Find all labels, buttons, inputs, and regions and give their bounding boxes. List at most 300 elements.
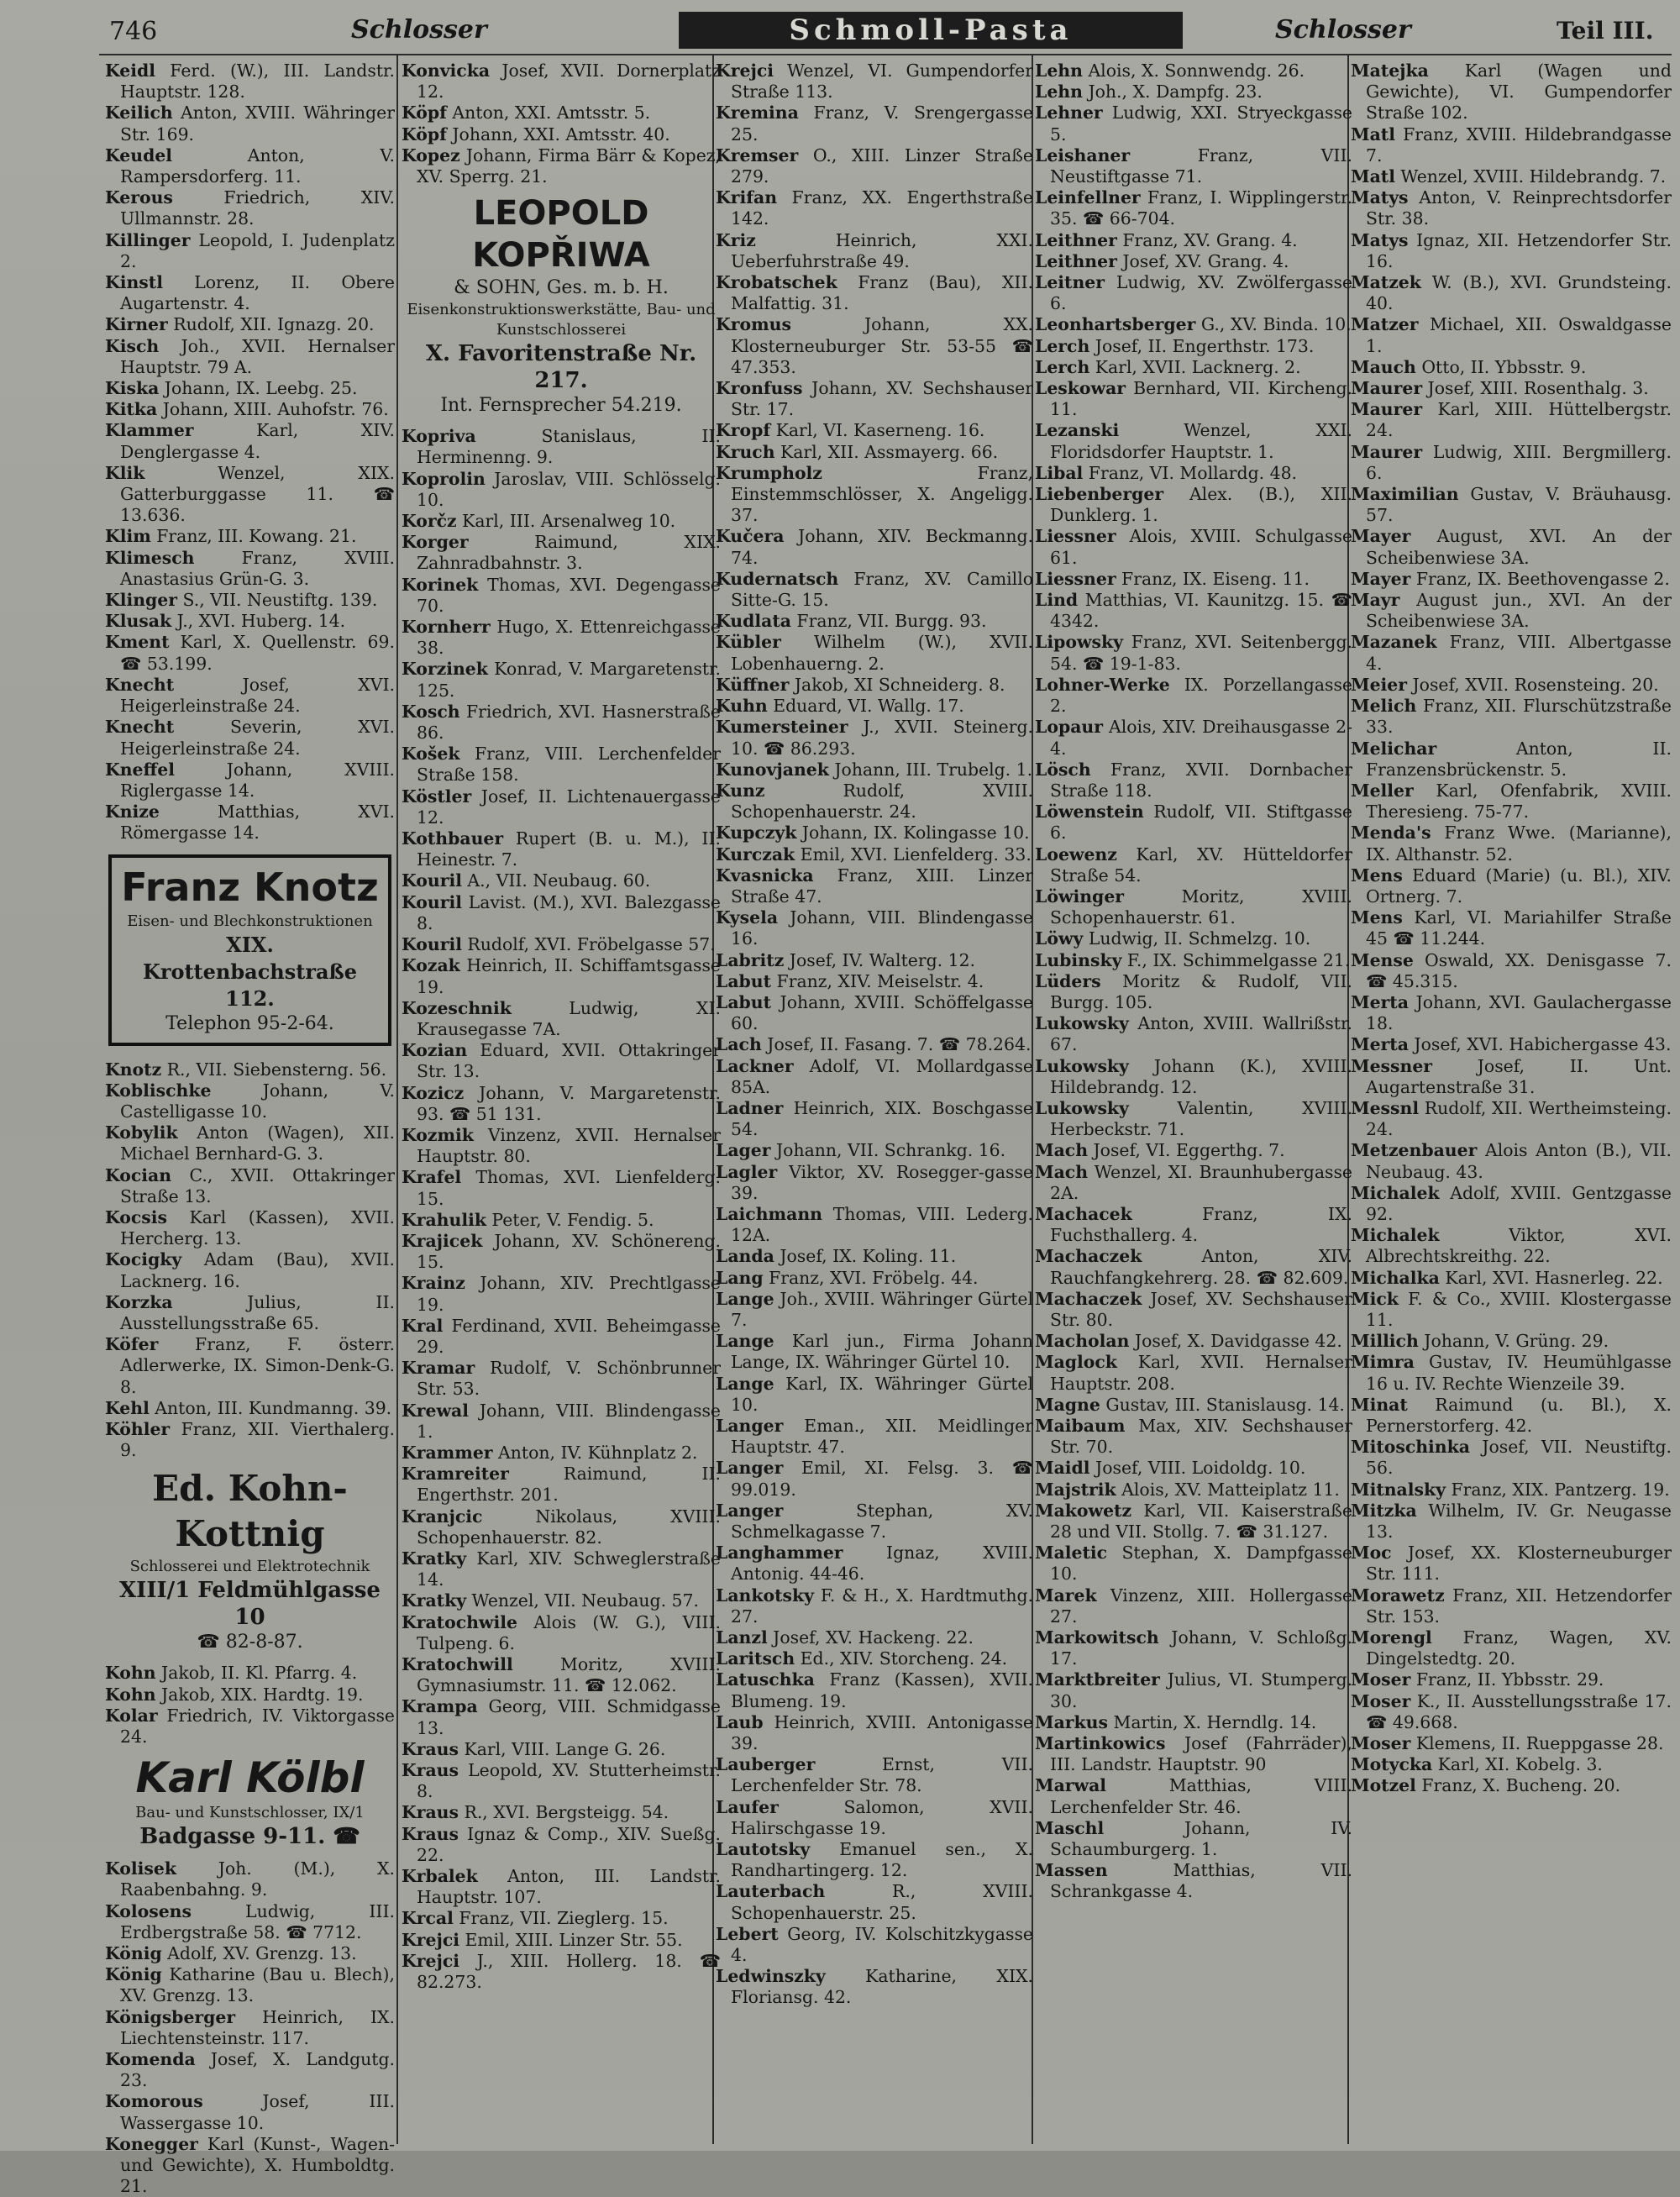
- entry-details: Gustav, V. Bräuhausg. 57.: [1366, 484, 1672, 526]
- entry-name: Kozian: [402, 1040, 468, 1061]
- directory-entry: [1351, 907, 1672, 949]
- directory-entry: [402, 1739, 721, 1760]
- entry-details: Heinrich, XIX. Boschgasse 54.: [731, 1097, 1033, 1140]
- entry-name: Kunovjanek: [716, 759, 829, 780]
- entry-name: Meier: [1351, 674, 1408, 695]
- entry-name: Leinfellner: [1035, 187, 1141, 208]
- entry-details: Thomas, XVI. Degengasse 70.: [417, 574, 721, 616]
- entry-name: Maurer: [1351, 399, 1423, 420]
- directory-entry: [716, 1585, 1033, 1627]
- entry-details: Thomas, XVI. Lienfelderg. 15.: [417, 1167, 721, 1209]
- entry-details: Johann, VIII. Blindengasse 1.: [417, 1400, 721, 1442]
- entry-name: Mazanek: [1351, 632, 1437, 653]
- entry-details: Michael, XII. Oswaldgasse 1.: [1366, 314, 1672, 356]
- entry-details: Joh., XVII. Hernalser Hauptstr. 79 A.: [120, 335, 395, 377]
- entry-details: Johann, XV. Sechshauser Str. 17.: [731, 378, 1033, 420]
- advertisement: [108, 854, 391, 1046]
- entry-name: Laichmann: [716, 1203, 822, 1224]
- entry-name: Kitka: [105, 399, 158, 420]
- entry-name: Lautotsky: [716, 1839, 811, 1860]
- directory-entry: [1035, 1585, 1352, 1627]
- entry-details: Leopold, XV. Stutterheimstr. 8.: [417, 1760, 721, 1802]
- entry-name: Marwal: [1035, 1775, 1107, 1796]
- directory-entry: [402, 702, 721, 744]
- entry-name: Kopez: [402, 145, 460, 166]
- entry-details: Franz, IX. Beethovengasse 2.: [1410, 568, 1670, 589]
- entry-details: Franz, XII. Hetzendorfer Str. 153.: [1366, 1585, 1672, 1627]
- directory-entry: [105, 802, 395, 844]
- directory-entry: [1035, 102, 1352, 145]
- entry-details: Viktor, XV. Rosegger-gasse 39.: [731, 1161, 1033, 1203]
- entry-name: Kohn: [105, 1663, 156, 1684]
- entry-details: Matthias, VII. Schrankgasse 4.: [1050, 1860, 1352, 1902]
- entry-details: Anton, XVIII. Wallrißstr. 67.: [1050, 1013, 1352, 1055]
- entry-details: Stephan, XV. Schmelkagasse 7.: [731, 1500, 1033, 1543]
- entry-name: Langer: [716, 1458, 784, 1479]
- directory-entry: [402, 955, 721, 997]
- entry-details: Karl, Ofenfabrik, XVIII. Theresieng. 75-77.: [1366, 780, 1672, 823]
- entry-name: Labritz: [716, 949, 785, 970]
- entry-name: Kisch: [105, 335, 160, 356]
- entry-details: Karl (Kassen), XVII. Hercherg. 13.: [120, 1206, 395, 1249]
- entry-details: Josef, II. Unt. Augartenstraße 31.: [1366, 1055, 1672, 1097]
- entry-name: Labut: [716, 970, 772, 991]
- entry-details: Moritz, XVIII. Gymnasiumstr. 11. ☎ 12.062.: [417, 1654, 721, 1696]
- entry-name: Kneffel: [105, 759, 175, 780]
- directory-entry: [402, 1824, 721, 1866]
- entry-name: Lüders: [1035, 970, 1101, 991]
- entry-details: Matthias, VIII. Lerchenfelder Str. 46.: [1050, 1775, 1352, 1817]
- directory-entry: [105, 272, 395, 314]
- entry-name: Krifan: [716, 187, 778, 208]
- directory-entry: [1035, 1395, 1352, 1416]
- entry-details: Josef, XVII. Dornerplatz 12.: [417, 60, 721, 102]
- entry-details: Franz, XV. Grang. 4.: [1116, 229, 1298, 250]
- advertisement-line: Schlosserei und Elektrotechnik: [129, 1558, 370, 1576]
- advertisement-line: Eisen- und Blechkonstruktionen: [127, 912, 373, 930]
- entry-name: Maletic: [1035, 1543, 1108, 1564]
- entry-details: Viktor, XVI. Albrechtskreithg. 22.: [1366, 1225, 1672, 1267]
- entry-details: Karl jun., Firma Johann Lange, IX. Währinger Gürtel 10.: [731, 1331, 1033, 1373]
- entry-details: Franz, VII. Burgg. 93.: [790, 611, 987, 632]
- entry-name: Liessner: [1035, 568, 1116, 589]
- entry-details: Raimund, XIX. Zahnradbahnstr. 3.: [417, 532, 721, 574]
- directory-entry: [105, 399, 395, 420]
- directory-entry: [105, 1249, 395, 1291]
- directory-entry: [1035, 1204, 1352, 1246]
- directory-entry: [1351, 314, 1672, 356]
- entry-name: Löwenstein: [1035, 802, 1144, 823]
- directory-entry: [1035, 251, 1352, 272]
- directory-entry: [1035, 1501, 1352, 1543]
- entry-name: Mitzka: [1351, 1500, 1417, 1521]
- directory-entry: [716, 1056, 1033, 1098]
- entry-name: Merta: [1351, 991, 1409, 1012]
- entry-name: Klik: [105, 462, 145, 483]
- entry-details: Karl, XIV. Denglergasse 4.: [120, 420, 395, 462]
- entry-details: Josef, XV. Sechshauser Str. 80.: [1050, 1288, 1352, 1330]
- directory-entry: [402, 1083, 721, 1125]
- entry-name: Krewal: [402, 1400, 469, 1421]
- entry-details: Ernst, VII. Lerchenfelder Str. 78.: [731, 1754, 1033, 1796]
- directory-entry: [1035, 569, 1352, 590]
- directory-entry: [1351, 1268, 1672, 1289]
- entry-details: Ludwig, II. Schmelzg. 10.: [1083, 928, 1311, 949]
- advertisement-line: X. Favoritenstraße Nr. 217.: [425, 341, 697, 394]
- entry-details: Katharine, XIX. Floriansg. 42.: [731, 1966, 1033, 2008]
- directory-entry: [1035, 802, 1352, 844]
- directory-entry: [402, 1802, 721, 1823]
- entry-name: Kozicz: [402, 1082, 465, 1103]
- entry-name: Langhammer: [716, 1543, 843, 1564]
- directory-entry: [716, 1839, 1033, 1881]
- directory-entry: [105, 102, 395, 145]
- directory-entry: [105, 1165, 395, 1207]
- entry-details: Josef, III. Wassergasse 10.: [120, 2091, 395, 2133]
- entry-name: Löwy: [1035, 928, 1084, 949]
- entry-details: Lavist. (M.), XVI. Balezgasse 8.: [417, 891, 721, 933]
- directory-entry: [1035, 420, 1352, 462]
- directory-entry: [716, 717, 1033, 759]
- directory-entry: [716, 1289, 1033, 1331]
- directory-entry: [402, 1358, 721, 1400]
- entry-name: Liessner: [1035, 526, 1116, 547]
- entry-name: Matzer: [1351, 314, 1419, 335]
- entry-details: Josef, X. Davidgasse 42.: [1129, 1331, 1342, 1352]
- entry-details: Leopold, I. Judenplatz 2.: [120, 229, 395, 271]
- directory-entry: [105, 1207, 395, 1249]
- directory-entry: [402, 145, 721, 187]
- entry-details: Johann (K.), XVIII. Hildebrandg. 12.: [1050, 1055, 1352, 1097]
- entry-name: Kruch: [716, 441, 775, 462]
- entry-name: Mayr: [1351, 590, 1400, 611]
- entry-name: Kocian: [105, 1164, 172, 1185]
- entry-name: Küffner: [716, 674, 790, 695]
- directory-entry: [1035, 1289, 1352, 1331]
- entry-name: Köpf: [402, 124, 447, 145]
- directory-entry: [105, 187, 395, 229]
- directory-entry: [1351, 1395, 1672, 1437]
- entry-name: Lankotsky: [716, 1585, 814, 1606]
- entry-name: Melich: [1351, 696, 1417, 717]
- entry-name: Michalek: [1351, 1225, 1440, 1246]
- directory-entry: [105, 2134, 395, 2197]
- entry-name: Kral: [402, 1315, 444, 1336]
- directory-entry: [105, 60, 395, 102]
- entry-details: Konrad, V. Margaretenstr. 125.: [417, 659, 721, 701]
- entry-details: Franz, XV. Camillo Sitte-G. 15.: [731, 568, 1033, 611]
- directory-entry: [716, 1268, 1033, 1289]
- advertisement-line: Karl Kölbl: [135, 1753, 365, 1803]
- directory-entry: [1351, 632, 1672, 674]
- directory-entry: [402, 870, 721, 891]
- directory-entry: [716, 1627, 1033, 1648]
- entry-name: Knecht: [105, 674, 175, 695]
- directory-entry: [402, 1167, 721, 1209]
- entry-details: Jakob, XI Schneiderg. 8.: [789, 674, 1005, 695]
- part-label: Teil III.: [1557, 17, 1654, 45]
- entry-details: K., II. Ausstellungsstraße 17. ☎ 49.668.: [1366, 1690, 1672, 1732]
- entry-name: Mayer: [1351, 568, 1411, 589]
- entry-name: Kopriva: [402, 426, 476, 447]
- entry-details: Karl (Kunst-, Wagen- und Gewichte), X. Humboldtg. 21.: [120, 2133, 395, 2197]
- directory-entry: [716, 442, 1033, 463]
- directory-entry: [402, 1316, 721, 1358]
- entry-details: Ludwig, XIII. Bergmillerg. 6.: [1366, 441, 1672, 483]
- directory-entry: [716, 145, 1033, 187]
- entry-name: Lang: [716, 1267, 764, 1288]
- directory-entry: [105, 1901, 395, 1943]
- directory-entry: [1351, 1669, 1672, 1690]
- directory-entry: [716, 675, 1033, 696]
- directory-entry: [1351, 738, 1672, 781]
- directory-entry: [402, 744, 721, 786]
- directory-entry: [1351, 272, 1672, 314]
- entry-details: Franz, XVI. Seitenbergg. 54. ☎ 19-1-83.: [1050, 632, 1352, 674]
- directory-entry: [716, 950, 1033, 971]
- entry-details: Ludwig, XV. Zwölfergasse 6.: [1050, 272, 1352, 314]
- entry-name: Lange: [716, 1288, 774, 1309]
- directory-entry: [402, 1040, 721, 1082]
- running-heading-left: Schlosser: [351, 15, 487, 45]
- entry-name: Kocigky: [105, 1249, 182, 1270]
- entry-name: Lackner: [716, 1055, 794, 1076]
- directory-entry: [1035, 886, 1352, 928]
- entry-name: Krejci: [716, 60, 774, 81]
- entry-name: Lösch: [1035, 759, 1091, 780]
- entry-name: Moc: [1351, 1543, 1392, 1564]
- directory-entry: [716, 1034, 1033, 1055]
- entry-details: Johann, XXI. Amtsstr. 40.: [446, 124, 670, 145]
- entry-details: Rudolf, XII. Ignazg. 20.: [167, 314, 375, 335]
- directory-entry: [1351, 166, 1672, 187]
- directory-entry: [105, 1122, 395, 1164]
- entry-name: Michalek: [1351, 1182, 1440, 1203]
- entry-details: C., XVII. Ottakringer Straße 13.: [120, 1164, 395, 1206]
- directory-entry: [716, 611, 1033, 632]
- entry-name: Lauterbach: [716, 1881, 826, 1902]
- directory-entry: [1351, 696, 1672, 738]
- entry-name: Komorous: [105, 2091, 203, 2112]
- entry-name: Markowitsch: [1035, 1627, 1159, 1648]
- directory-entry: [1351, 569, 1672, 590]
- directory-entry: [1035, 1162, 1352, 1204]
- entry-details: Josef, IX. Koling. 11.: [774, 1246, 957, 1267]
- entry-name: Langer: [716, 1416, 784, 1436]
- entry-name: Kosch: [402, 701, 460, 722]
- directory-entry: [1351, 124, 1672, 166]
- entry-details: Josef, XV. Hackeng. 22.: [767, 1627, 974, 1648]
- directory-entry: [105, 1706, 395, 1748]
- directory-entry: [105, 1964, 395, 2006]
- advertisement-line: Badgasse 9-11. ☎: [139, 1824, 360, 1850]
- directory-entry: [716, 1966, 1033, 2008]
- advertisement-line: Eisenkonstruktionswerkstätte, Bau- und Kunstschlosserei: [407, 301, 716, 339]
- entry-details: Franz, II. Ybbsstr. 29.: [1410, 1669, 1604, 1690]
- entry-details: Alois Anton (B.), VII. Neubaug. 43.: [1366, 1140, 1672, 1182]
- entry-details: Julius, VI. Stumperg. 30.: [1050, 1669, 1352, 1711]
- advertisement-line: Int. Fernsprecher 54.219.: [440, 395, 682, 417]
- entry-details: Franz, XVIII. Hildebrandgasse 7.: [1366, 124, 1672, 166]
- entry-name: Lerch: [1035, 335, 1090, 356]
- directory-entry: [105, 2091, 395, 2133]
- directory-entry: [105, 1663, 395, 1684]
- entry-details: Johann, III. Trubelg. 1.: [828, 759, 1033, 780]
- entry-details: Josef, XVII. Rosensteing. 20.: [1407, 674, 1659, 695]
- page-header: [99, 7, 1670, 57]
- entry-details: Ludwig, III. Erdbergstraße 58. ☎ 7712.: [120, 1900, 395, 1942]
- entry-details: Karl, VIII. Lange G. 26.: [458, 1738, 666, 1759]
- advertisement-line: & SOHN, Ges. m. b. H.: [454, 277, 669, 299]
- directory-entry: [105, 230, 395, 272]
- entry-details: Alois, XIV. Dreihausgasse 2-4.: [1050, 717, 1352, 759]
- directory-entry: [402, 1210, 721, 1231]
- entry-details: Nikolaus, XVIII. Schopenhauerstr. 82.: [417, 1506, 721, 1548]
- directory-entry: [105, 463, 395, 527]
- entry-name: Mick: [1351, 1288, 1399, 1309]
- entry-name: Killinger: [105, 229, 191, 250]
- entry-details: Johann, VII. Schrankg. 16.: [770, 1140, 1006, 1161]
- entry-details: Valentin, XVIII. Herbeckstr. 71.: [1050, 1097, 1352, 1140]
- directory-entry: [1035, 81, 1352, 102]
- entry-details: Franz, Wagen, XV. Dingelstedtg. 20.: [1366, 1627, 1672, 1669]
- entry-name: Laub: [716, 1711, 764, 1732]
- entry-details: Franz, X. Bucheng. 20.: [1415, 1775, 1621, 1796]
- entry-name: König: [105, 1964, 162, 1985]
- entry-name: Mimra: [1351, 1352, 1415, 1373]
- entry-name: Komenda: [105, 2049, 196, 2070]
- directory-entry: [402, 1696, 721, 1738]
- entry-details: Johann, XIII. Auhofstr. 76.: [157, 399, 389, 420]
- entry-details: F. & Co., XVIII. Klostergasse 11.: [1366, 1288, 1672, 1330]
- entry-name: Kraus: [402, 1802, 459, 1823]
- directory-entry: [1351, 1183, 1672, 1225]
- directory-entry: [402, 60, 721, 102]
- entry-details: Franz, IX. Fuchsthallerg. 4.: [1050, 1203, 1352, 1246]
- entry-name: Kudlata: [716, 611, 791, 632]
- entry-name: Libal: [1035, 462, 1084, 483]
- entry-name: Matys: [1351, 229, 1409, 250]
- entry-details: Georg, VIII. Schmidgasse 13.: [417, 1696, 721, 1738]
- entry-name: Landa: [716, 1246, 774, 1267]
- entry-details: Stanislaus, II. Herminenng. 9.: [417, 426, 721, 468]
- entry-name: Mauch: [1351, 356, 1416, 377]
- directory-entry: [105, 314, 395, 335]
- entry-details: Johann, V. Schloßg. 17.: [1050, 1627, 1352, 1669]
- directory-entry: [716, 696, 1033, 717]
- directory-entry: [105, 675, 395, 717]
- directory-column-4: [1035, 60, 1352, 2142]
- directory-entry: [1351, 1140, 1672, 1182]
- entry-name: Kudernatsch: [716, 568, 839, 589]
- directory-entry: [1035, 632, 1352, 674]
- entry-details: Karl, XII. Assmayerg. 66.: [774, 441, 999, 462]
- directory-entry: [716, 420, 1033, 441]
- entry-details: Franz, III. Kowang. 21.: [150, 526, 357, 547]
- entry-details: G., XV. Binda. 10.: [1195, 314, 1352, 335]
- entry-name: Maidl: [1035, 1458, 1090, 1479]
- entry-name: Loewenz: [1035, 844, 1117, 865]
- directory-entry: [716, 187, 1033, 229]
- entry-details: Karl, VI. Mariahilfer Straße 45 ☎ 11.244.: [1366, 907, 1672, 949]
- entry-name: Maximilian: [1351, 484, 1459, 505]
- entry-name: Langer: [716, 1500, 784, 1521]
- entry-name: Krampa: [402, 1696, 478, 1717]
- entry-details: O., XIII. Linzer Straße 279.: [731, 145, 1033, 187]
- entry-name: Kiska: [105, 378, 160, 399]
- entry-name: Liebenberger: [1035, 484, 1164, 505]
- entry-details: Severin, XVI. Heigerleinstraße 24.: [120, 717, 395, 759]
- directory-entry: [1035, 336, 1352, 357]
- entry-details: Johann, V. Margaretenstr. 93. ☎ 51 131.: [417, 1082, 721, 1124]
- directory-entry: [402, 1612, 721, 1654]
- entry-name: Kozeschnik: [402, 997, 512, 1018]
- entry-name: Leishaner: [1035, 145, 1131, 166]
- entry-name: Lehner: [1035, 102, 1103, 124]
- entry-details: Karl, XI. Kobelg. 3.: [1432, 1754, 1603, 1775]
- entry-details: Ferd. (W.), III. Landstr. Hauptstr. 128.: [120, 60, 395, 102]
- directory-entry: [1351, 950, 1672, 992]
- directory-entry: [1351, 1775, 1672, 1796]
- entry-name: Maurer: [1351, 378, 1423, 399]
- entry-name: Lauberger: [716, 1754, 816, 1775]
- entry-name: Menda's: [1351, 823, 1431, 844]
- directory-entry: [1351, 823, 1672, 865]
- entry-details: Heinrich, II. Schiffamtsgasse 19.: [417, 955, 721, 997]
- entry-name: Knize: [105, 802, 160, 823]
- entry-name: Köpf: [402, 102, 447, 124]
- entry-name: Krammer: [402, 1442, 493, 1463]
- directory-entry: [1351, 1480, 1672, 1501]
- directory-entry: [1035, 526, 1352, 568]
- directory-entry: [402, 1951, 721, 1993]
- entry-name: Lange: [716, 1331, 774, 1352]
- advertisement: [105, 1466, 395, 1654]
- entry-details: Franz, Einstemmschlösser, X. Angeligg. 37.: [731, 462, 1033, 526]
- directory-entry: [402, 469, 721, 511]
- entry-details: Katharine (Bau u. Blech), XV. Grenzg. 13.: [120, 1964, 395, 2006]
- directory-entry: [105, 2007, 395, 2049]
- directory-entry: [1035, 717, 1352, 759]
- entry-details: J., XIII. Hollerg. 18. ☎ 82.273.: [417, 1950, 721, 1993]
- directory-entry: [716, 823, 1033, 844]
- entry-name: Kothbauer: [402, 828, 504, 849]
- directory-entry: [105, 1334, 395, 1398]
- advertisement-line: Franz Knotz: [121, 864, 379, 910]
- directory-entry: [105, 1419, 395, 1461]
- directory-entry: [716, 1140, 1033, 1161]
- entry-name: Korger: [402, 532, 469, 553]
- entry-details: Ed., XIV. Storcheng. 24.: [795, 1648, 1008, 1669]
- entry-details: Stephan, X. Dampfgasse 10.: [1050, 1543, 1352, 1585]
- entry-details: Johann, XIV. Beckmanng. 74.: [731, 526, 1033, 568]
- directory-entry: [1035, 950, 1352, 971]
- directory-entry: [105, 2049, 395, 2091]
- entry-name: Kouril: [402, 870, 462, 891]
- entry-details: Heinrich, XVIII. Antonigasse 39.: [731, 1711, 1033, 1754]
- entry-name: Ladner: [716, 1097, 784, 1118]
- directory-entry: [105, 590, 395, 611]
- entry-name: Kouril: [402, 891, 462, 912]
- directory-entry: [1351, 1585, 1672, 1627]
- entry-details: Gustav, III. Stanislausg. 14.: [1100, 1394, 1345, 1415]
- entry-details: Franz, IX. Eiseng. 11.: [1116, 568, 1310, 589]
- directory-entry: [716, 272, 1033, 314]
- entry-details: Wilhelm (W.), XVII. Lobenhauerng. 2.: [731, 632, 1033, 674]
- directory-entry: [402, 1401, 721, 1443]
- directory-entry: [1035, 1733, 1352, 1775]
- entry-name: Leitner: [1035, 272, 1105, 293]
